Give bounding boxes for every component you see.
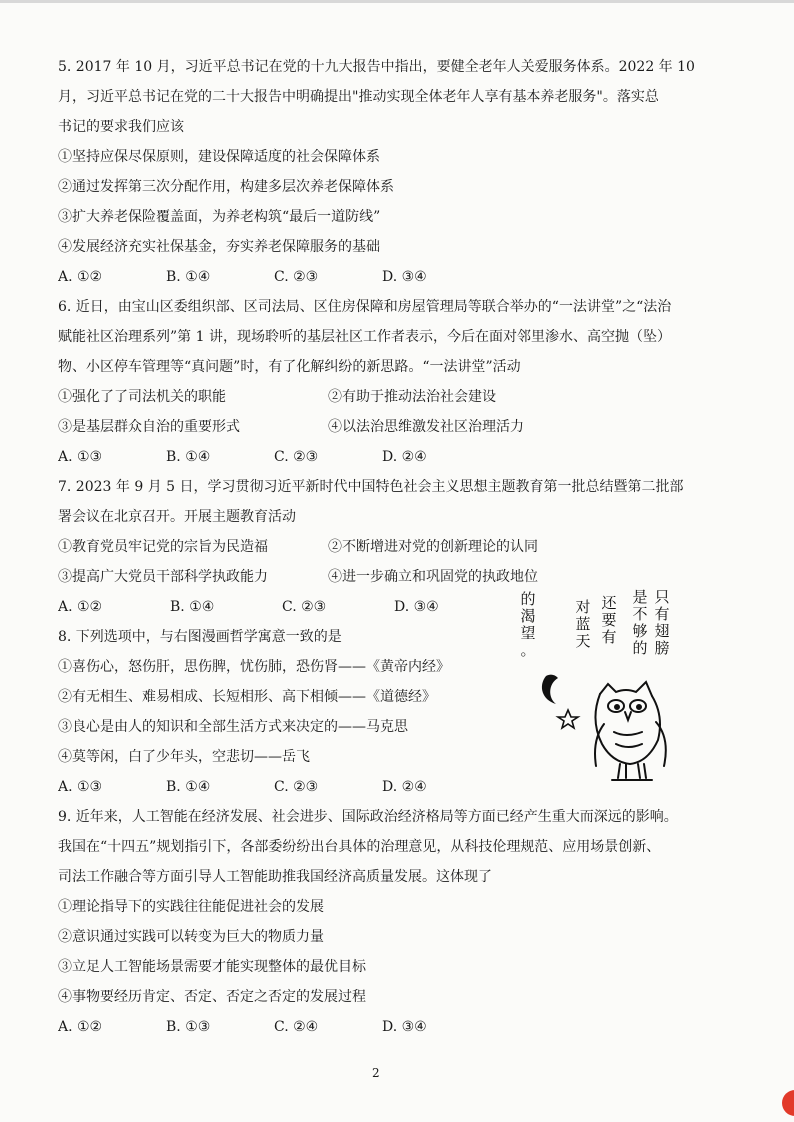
cartoon-text-column	[601, 594, 617, 646]
question-stem-line: 7. 2023 年 9 月 5 日，学习贯彻习近平新时代中国特色社会主义思想主题教育第一批总结暨第二批部	[58, 479, 684, 495]
option-b: B. ①④	[166, 449, 211, 465]
cartoon-char: 对	[575, 598, 591, 616]
statement-item: ①坚持应保尽保原则，建设保障适度的社会保障体系	[58, 149, 380, 165]
statement-item: ③提高广大党员干部科学执政能力	[58, 569, 268, 585]
option-a: A. ①③	[58, 449, 103, 465]
cartoon-char: 膀	[654, 639, 670, 657]
question-stem-line: 月，习近平总书记在党的二十大报告中明确提出"推动实现全体老年人享有基本养老服务"。落实总	[58, 89, 659, 105]
cartoon-char: 只	[654, 588, 670, 606]
statement-item: ①理论指导下的实践往往能促进社会的发展	[58, 899, 324, 915]
cartoon-char: 还	[601, 594, 617, 612]
statement-item: ①强化了了司法机关的职能	[58, 389, 226, 405]
statement-item: ②不断增进对党的创新理论的认同	[328, 539, 538, 555]
question-9	[58, 802, 718, 1042]
question-stem-line: 书记的要求我们应该	[58, 119, 184, 135]
question-stem-line: 赋能社区治理系列”第 1 讲，现场聆听的基层社区工作者表示，今后在面对邻里渗水、高空抛（坠）	[58, 329, 671, 345]
question-stem-line: 署会议在北京召开。开展主题教育活动	[58, 509, 296, 525]
cartoon-char: 的	[520, 590, 536, 608]
option-c: C. ②③	[274, 779, 319, 795]
exam-page	[58, 52, 718, 1042]
cartoon-char: 天	[575, 632, 591, 650]
option-c: C. ②③	[274, 269, 319, 285]
cartoon-char: 的	[632, 639, 648, 657]
option-b: B. ①④	[166, 779, 211, 795]
cartoon-char: 。	[520, 641, 536, 659]
option-c: C. ②③	[274, 449, 319, 465]
question-stem-line: 9. 近年来，人工智能在经济发展、社会进步、国际政治经济格局等方面已经产生重大而深远的影响。	[58, 809, 678, 825]
option-a: A. ①②	[58, 1019, 103, 1035]
top-border	[0, 0, 794, 3]
cartoon-text-column	[575, 598, 590, 650]
corner-badge-icon	[782, 1090, 794, 1116]
statement-item: ②有无相生、难易相成、长短相形、高下相倾——《道德经》	[58, 689, 436, 705]
option-d: D. ③④	[382, 269, 427, 285]
option-a: A. ①②	[58, 599, 103, 615]
cartoon-char: 渴	[520, 607, 536, 625]
statement-row	[58, 412, 718, 442]
option-a: A. ①②	[58, 269, 103, 285]
statement-item: ④发展经济充实社保基金，夯实养老保障服务的基础	[58, 239, 380, 255]
statement-item: ②通过发挥第三次分配作用，构建多层次养老保障体系	[58, 179, 394, 195]
statement-item: ④以法治思维激发社区治理活力	[328, 419, 524, 435]
option-a: A. ①③	[58, 779, 103, 795]
question-stem-line: 5. 2017 年 10 月，习近平总书记在党的十九大报告中指出，要健全老年人关爱服务体系。2022 年 10	[58, 59, 695, 75]
question-6	[58, 292, 718, 472]
cartoon-char: 有	[601, 628, 617, 646]
answer-options	[58, 1012, 718, 1042]
cartoon-text-column	[632, 588, 647, 657]
statement-item: ④进一步确立和巩固党的执政地位	[328, 569, 538, 585]
option-c: C. ②③	[282, 599, 327, 615]
statement-item: ③是基层群众自治的重要形式	[58, 419, 240, 435]
statement-item: ①喜伤心，怒伤肝，思伤脾，忧伤肺，恐伤肾——《黄帝内经》	[58, 659, 450, 675]
star-icon	[558, 710, 578, 728]
statement-item: ③良心是由人的知识和全部生活方式来决定的——马克思	[58, 719, 408, 735]
owl-drawing	[595, 682, 666, 780]
cartoon-text-column	[520, 590, 535, 659]
option-c: C. ②④	[274, 1019, 319, 1035]
question-stem-line: 物、小区停车管理等“真问题”时，有了化解纠纷的新思路。“一法讲堂”活动	[58, 359, 521, 375]
option-b: B. ①③	[166, 1019, 211, 1035]
cartoon-char: 要	[601, 611, 617, 629]
option-b: B. ①④	[170, 599, 215, 615]
statement-item: ①教育党员牢记党的宗旨为民造福	[58, 539, 268, 555]
option-d: D. ②④	[382, 779, 427, 795]
cartoon-char: 是	[632, 588, 648, 606]
question-stem-line: 8. 下列选项中，与右图漫画哲学寓意一致的是	[58, 629, 342, 645]
cartoon-char: 翅	[654, 622, 670, 640]
statement-row	[58, 532, 718, 562]
option-d: D. ③④	[382, 1019, 427, 1035]
cartoon-handwritten-text	[520, 588, 669, 659]
statement-item: ③扩大养老保险覆盖面，为养老构筑“最后一道防线”	[58, 209, 381, 225]
cartoon-char: 望	[520, 624, 536, 642]
statement-row	[58, 382, 718, 412]
page-number: 2	[372, 1066, 380, 1080]
question-stem-line: 我国在“十四五”规划指引下，各部委纷纷出台具体的治理意见，从科技伦理规范、应用场景创新、	[58, 839, 661, 855]
question-stem-line: 司法工作融合等方面引导人工智能助推我国经济高质量发展。这体现了	[58, 869, 492, 885]
option-b: B. ①④	[166, 269, 211, 285]
answer-options	[58, 442, 718, 472]
cartoon-char: 蓝	[575, 615, 591, 633]
statement-item: ③立足人工智能场景需要才能实现整体的最优目标	[58, 959, 366, 975]
cartoon-char: 不	[632, 605, 648, 623]
option-d: D. ②④	[382, 449, 427, 465]
cartoon-char: 有	[654, 605, 670, 623]
statement-item: ②有助于推动法治社会建设	[328, 389, 496, 405]
cartoon-text-column	[654, 588, 669, 657]
owl-cartoon-illustration	[512, 582, 682, 792]
moon-icon	[542, 675, 558, 704]
option-d: D. ③④	[394, 599, 439, 615]
statement-item: ②意识通过实践可以转变为巨大的物质力量	[58, 929, 324, 945]
question-5	[58, 52, 718, 292]
question-stem-line: 6. 近日，由宝山区委组织部、区司法局、区住房保障和房屋管理局等联合举办的“一法讲堂”之“法治	[58, 299, 672, 315]
cartoon-char: 够	[632, 622, 648, 640]
answer-options	[58, 262, 718, 292]
statement-item: ④事物要经历肯定、否定、否定之否定的发展过程	[58, 989, 366, 1005]
statement-item: ④莫等闲，白了少年头，空悲切——岳飞	[58, 749, 310, 765]
